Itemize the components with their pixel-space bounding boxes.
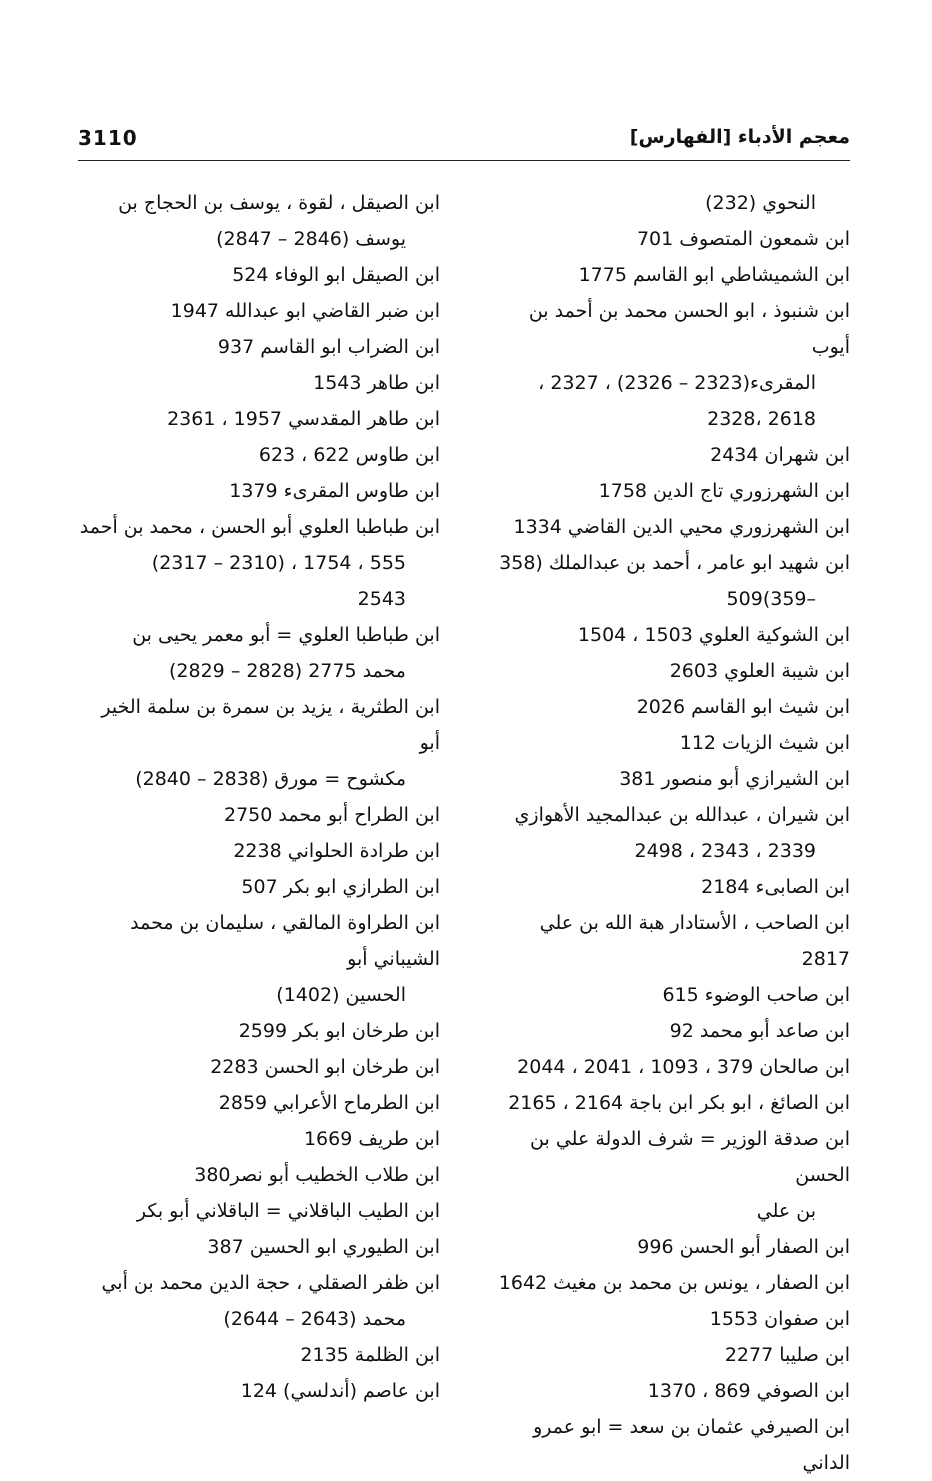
entry-continuation-line: 2618 ،2328: [707, 408, 816, 430]
index-entry: [78, 617, 440, 689]
entry-heading-line: النحوي (232): [705, 192, 816, 214]
index-entry: [78, 1265, 440, 1337]
index-entry: [78, 1193, 440, 1229]
entry-heading-line: ابن صفوان 1553: [709, 1308, 850, 1330]
index-entry: [78, 1337, 440, 1373]
entry-heading-line: ابن الظلمة 2135: [300, 1344, 440, 1366]
index-entry: [78, 185, 440, 257]
entry-heading-line: ابن طاوس 622 ، 623: [258, 444, 440, 466]
entry-heading-line: ابن الطراح أبو محمد 2750: [223, 804, 440, 826]
index-entry: [496, 977, 850, 1013]
entry-heading-line: ابن الشيرازي أبو منصور 381: [619, 768, 850, 790]
index-entry: [496, 1013, 850, 1049]
index-column-right: [496, 185, 850, 1481]
index-entry: [78, 365, 440, 401]
entry-continuation-line: –359)509: [726, 588, 816, 610]
index-entry: [78, 329, 440, 365]
entry-heading-line: ابن الطراوة المالقي ، سليمان بن محمد الشيباني أبو: [130, 912, 440, 970]
index-entry: [78, 797, 440, 833]
index-entry: [496, 653, 850, 689]
index-entry: [496, 725, 850, 761]
index-entry: [496, 689, 850, 725]
page-header: [78, 120, 850, 161]
index-entry: [496, 1229, 850, 1265]
entry-heading-line: ابن الطرازي ابو بكر 507: [241, 876, 440, 898]
entry-heading-line: ابن الطيوري ابو الحسين 387: [207, 1236, 440, 1258]
index-entry: [78, 905, 440, 1013]
entry-heading-line: ابن الطرماح الأعرابي 2859: [218, 1092, 440, 1114]
entry-heading-line: ابن الشميشاطي ابو القاسم 1775: [578, 264, 850, 286]
entry-continuation-line: محمد (2643 – 2644): [223, 1308, 406, 1330]
entry-continuation-line: 2543: [357, 588, 406, 610]
index-entry: [496, 1265, 850, 1301]
index-entry: [78, 1121, 440, 1157]
entry-heading-line: ابن الصفار ، يونس بن محمد بن مغيث 1642: [498, 1272, 850, 1294]
entry-heading-line: ابن الشوكية العلوي 1503 ، 1504: [577, 624, 850, 646]
entry-continuation-line: 555 ، 1754 ، (2310 – 2317): [151, 552, 406, 574]
entry-heading-line: ابن صالحان 379 ، 1093 ، 2041 ، 2044: [517, 1056, 850, 1078]
index-entry: [496, 905, 850, 977]
index-entry: [78, 257, 440, 293]
index-entry: [78, 473, 440, 509]
entry-heading-line: ابن الصابىء 2184: [701, 876, 850, 898]
index-entry: [78, 437, 440, 473]
index-entry: [78, 1085, 440, 1121]
index-entry: [496, 437, 850, 473]
page-number: 3110: [78, 126, 138, 150]
entry-continuation-line: المقرىء(2323 – 2326) ، 2327 ،: [538, 372, 816, 394]
entry-heading-line: ابن الطثرية ، يزيد بن سمرة بن سلمة الخير أبو: [101, 696, 440, 754]
entry-heading-line: ابن عاصم (أندلسي) 124: [240, 1380, 440, 1402]
entry-heading-line: ابن الصيقل ابو الوفاء 524: [232, 264, 440, 286]
index-entry: [78, 401, 440, 437]
index-entry: [496, 1373, 850, 1409]
index-entry: [78, 833, 440, 869]
entry-heading-line: ابن طرخان ابو بكر 2599: [238, 1020, 440, 1042]
entry-continuation-line: مكشوح = مورق (2838 – 2840): [135, 768, 406, 790]
entry-heading-line: ابن شيران ، عبدالله بن عبدالمجيد الأهوازي: [514, 804, 850, 826]
index-entry: [496, 869, 850, 905]
index-column-left: [78, 185, 440, 1409]
entry-heading-line: ابن طباطبا العلوي = أبو معمر يحيى بن: [132, 624, 440, 646]
entry-heading-line: ابن الشهرزوري تاج الدين 1758: [598, 480, 850, 502]
index-entry: [78, 509, 440, 617]
entry-heading-line: ابن شهران 2434: [710, 444, 850, 466]
entry-heading-line: ابن الضراب ابو القاسم 937: [217, 336, 440, 358]
entry-continuation-line: محمد 2775 (2828 – 2829): [169, 660, 406, 682]
entry-heading-line: ابن طلاب الخطيب أبو نصر380: [194, 1164, 440, 1186]
index-entry: [496, 1049, 850, 1085]
index-entry: [496, 761, 850, 797]
entry-heading-line: ابن ضبر القاضي ابو عبدالله 1947: [170, 300, 440, 322]
entry-heading-line: ابن شيبة العلوي 2603: [669, 660, 850, 682]
index-entry: [496, 797, 850, 869]
entry-heading-line: ابن طرخان ابو الحسن 2283: [210, 1056, 440, 1078]
index-entry: [496, 1085, 850, 1121]
index-entry: [496, 545, 850, 617]
entry-heading-line: ابن شهيد ابو عامر ، أحمد بن عبدالملك (358: [499, 552, 850, 574]
entry-heading-line: ابن طرادة الحلواني 2238: [233, 840, 440, 862]
entry-heading-line: ابن صاحب الوضوء 615: [662, 984, 850, 1006]
running-title: معجم الأدباء [الفهارس]: [629, 126, 850, 148]
entry-continuation-line: يوسف (2846 – 2847): [216, 228, 406, 250]
index-entry: [496, 221, 850, 257]
entry-heading-line: ابن الطيب الباقلاني = الباقلاني أبو بكر: [136, 1200, 440, 1222]
index-entry: [78, 689, 440, 797]
entry-heading-line: ابن الصيرفي عثمان بن سعد = ابو عمرو الداني: [533, 1416, 850, 1474]
entry-continuation-line: بن علي: [756, 1200, 816, 1222]
index-entry: [78, 1373, 440, 1409]
index-entry: [496, 1121, 850, 1229]
entry-heading-line: ابن صليبا 2277: [724, 1344, 850, 1366]
entry-heading-line: ابن صاعد أبو محمد 92: [669, 1020, 850, 1042]
entry-continuation-line: الحسين (1402): [276, 984, 406, 1006]
entry-heading-line: ابن شيث ابو القاسم 2026: [636, 696, 850, 718]
index-entry: [496, 185, 850, 221]
entry-heading-line: ابن الصاحب ، الأستادار هبة الله بن علي 2817: [539, 912, 850, 970]
entry-heading-line: ابن طاهر المقدسي 1957 ، 2361: [167, 408, 440, 430]
index-entry: [496, 1337, 850, 1373]
index-entry: [496, 617, 850, 653]
index-entry: [78, 1049, 440, 1085]
index-entry: [496, 293, 850, 437]
index-entry: [496, 473, 850, 509]
index-entry: [496, 257, 850, 293]
index-entry: [78, 869, 440, 905]
index-entry: [496, 509, 850, 545]
index-entry: [496, 1301, 850, 1337]
index-entry: [78, 1157, 440, 1193]
index-entry: [78, 293, 440, 329]
index-entry: [78, 1013, 440, 1049]
entry-heading-line: ابن الصيقل ، لقوة ، يوسف بن الحجاج بن: [118, 192, 440, 214]
entry-heading-line: ابن طاهر 1543: [313, 372, 440, 394]
entry-heading-line: ابن طريف 1669: [303, 1128, 440, 1150]
entry-heading-line: ابن شمعون المتصوف 701: [636, 228, 850, 250]
entry-heading-line: ابن الشهرزوري محيي الدين القاضي 1334: [513, 516, 850, 538]
entry-heading-line: ابن الصوفي 869 ، 1370: [647, 1380, 850, 1402]
entry-heading-line: ابن صدقة الوزير = شرف الدولة علي بن الحسن: [530, 1128, 850, 1186]
entry-heading-line: ابن ظفر الصقلي ، حجة الدين محمد بن أبي: [101, 1272, 440, 1294]
entry-heading-line: ابن الصائغ ، ابو بكر ابن باجة 2164 ، 2165: [508, 1092, 850, 1114]
index-entry: [78, 1229, 440, 1265]
entry-continuation-line: 2339 ، 2343 ، 2498: [634, 840, 816, 862]
entry-heading-line: ابن الصفار أبو الحسن 996: [637, 1236, 850, 1258]
entry-heading-line: ابن شنبوذ ، ابو الحسن محمد بن أحمد بن أيوب: [528, 300, 850, 358]
entry-heading-line: ابن شيث الزيات 112: [679, 732, 850, 754]
entry-heading-line: ابن طباطبا العلوي أبو الحسن ، محمد بن أحمد: [79, 516, 440, 538]
entry-heading-line: ابن طاوس المقرىء 1379: [229, 480, 440, 502]
index-entry: [496, 1409, 850, 1481]
